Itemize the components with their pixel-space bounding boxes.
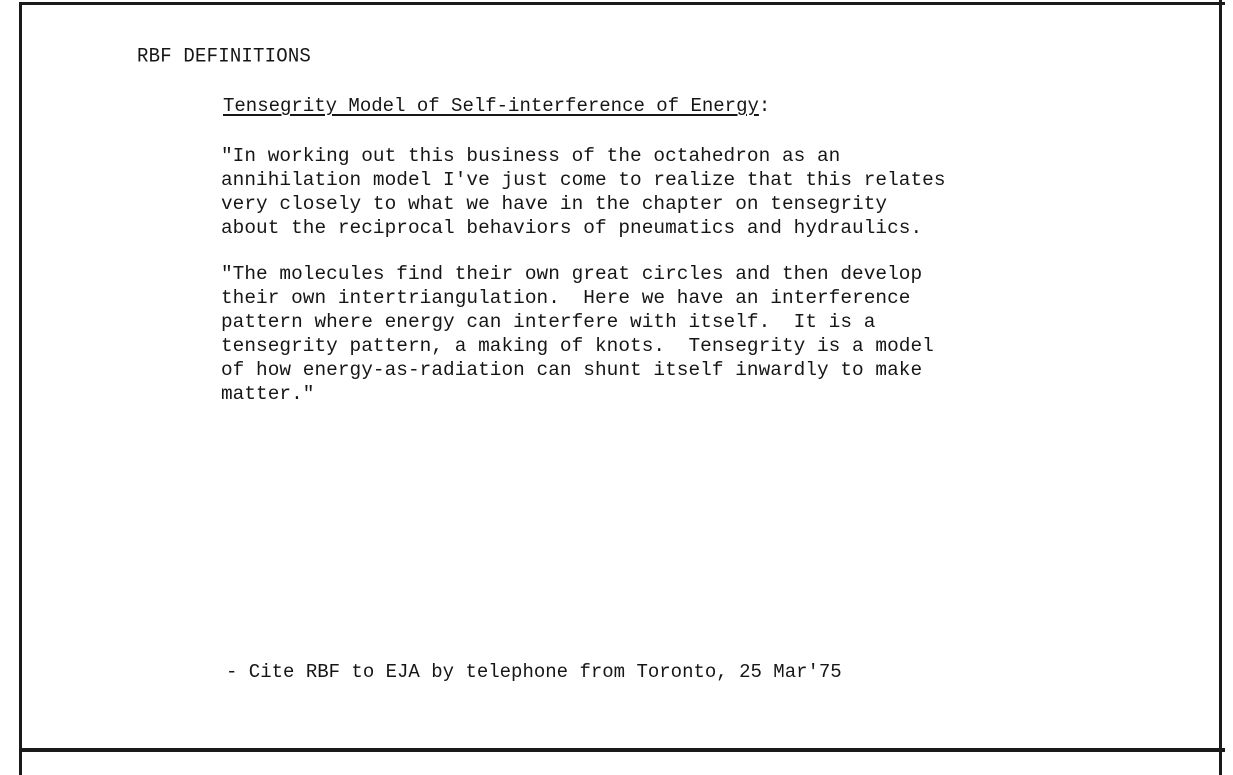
card-left-border bbox=[19, 2, 22, 775]
entry-title: Tensegrity Model of Self-interference of Energy bbox=[223, 95, 759, 117]
quote-paragraph-1: "In working out this business of the octahedron as an annihilation model I've just come to realize that this relates very closely to what we have in the chapter on tensegrity about the reciprocal behaviors of pneumatics and hydraulics. bbox=[221, 145, 946, 239]
entry-heading bbox=[223, 95, 770, 117]
quote-paragraph-2: "The molecules find their own great circles and then develop their own intertriangulation. Here we have an interference pattern where energy can interfere with itself. It is a tensegrity pattern, a making of knots. Tensegrity is a model of how energy-as-radiation can shunt itself inwardly to make matter." bbox=[221, 263, 934, 405]
card-top-border bbox=[20, 2, 1225, 5]
card-header: RBF DEFINITIONS bbox=[137, 44, 312, 68]
card-bottom-border bbox=[20, 748, 1225, 752]
card-right-border bbox=[1219, 0, 1222, 775]
entry-title-colon: : bbox=[758, 95, 771, 117]
citation: - Cite RBF to EJA by telephone from Toronto, 25 Mar'75 bbox=[226, 661, 842, 683]
